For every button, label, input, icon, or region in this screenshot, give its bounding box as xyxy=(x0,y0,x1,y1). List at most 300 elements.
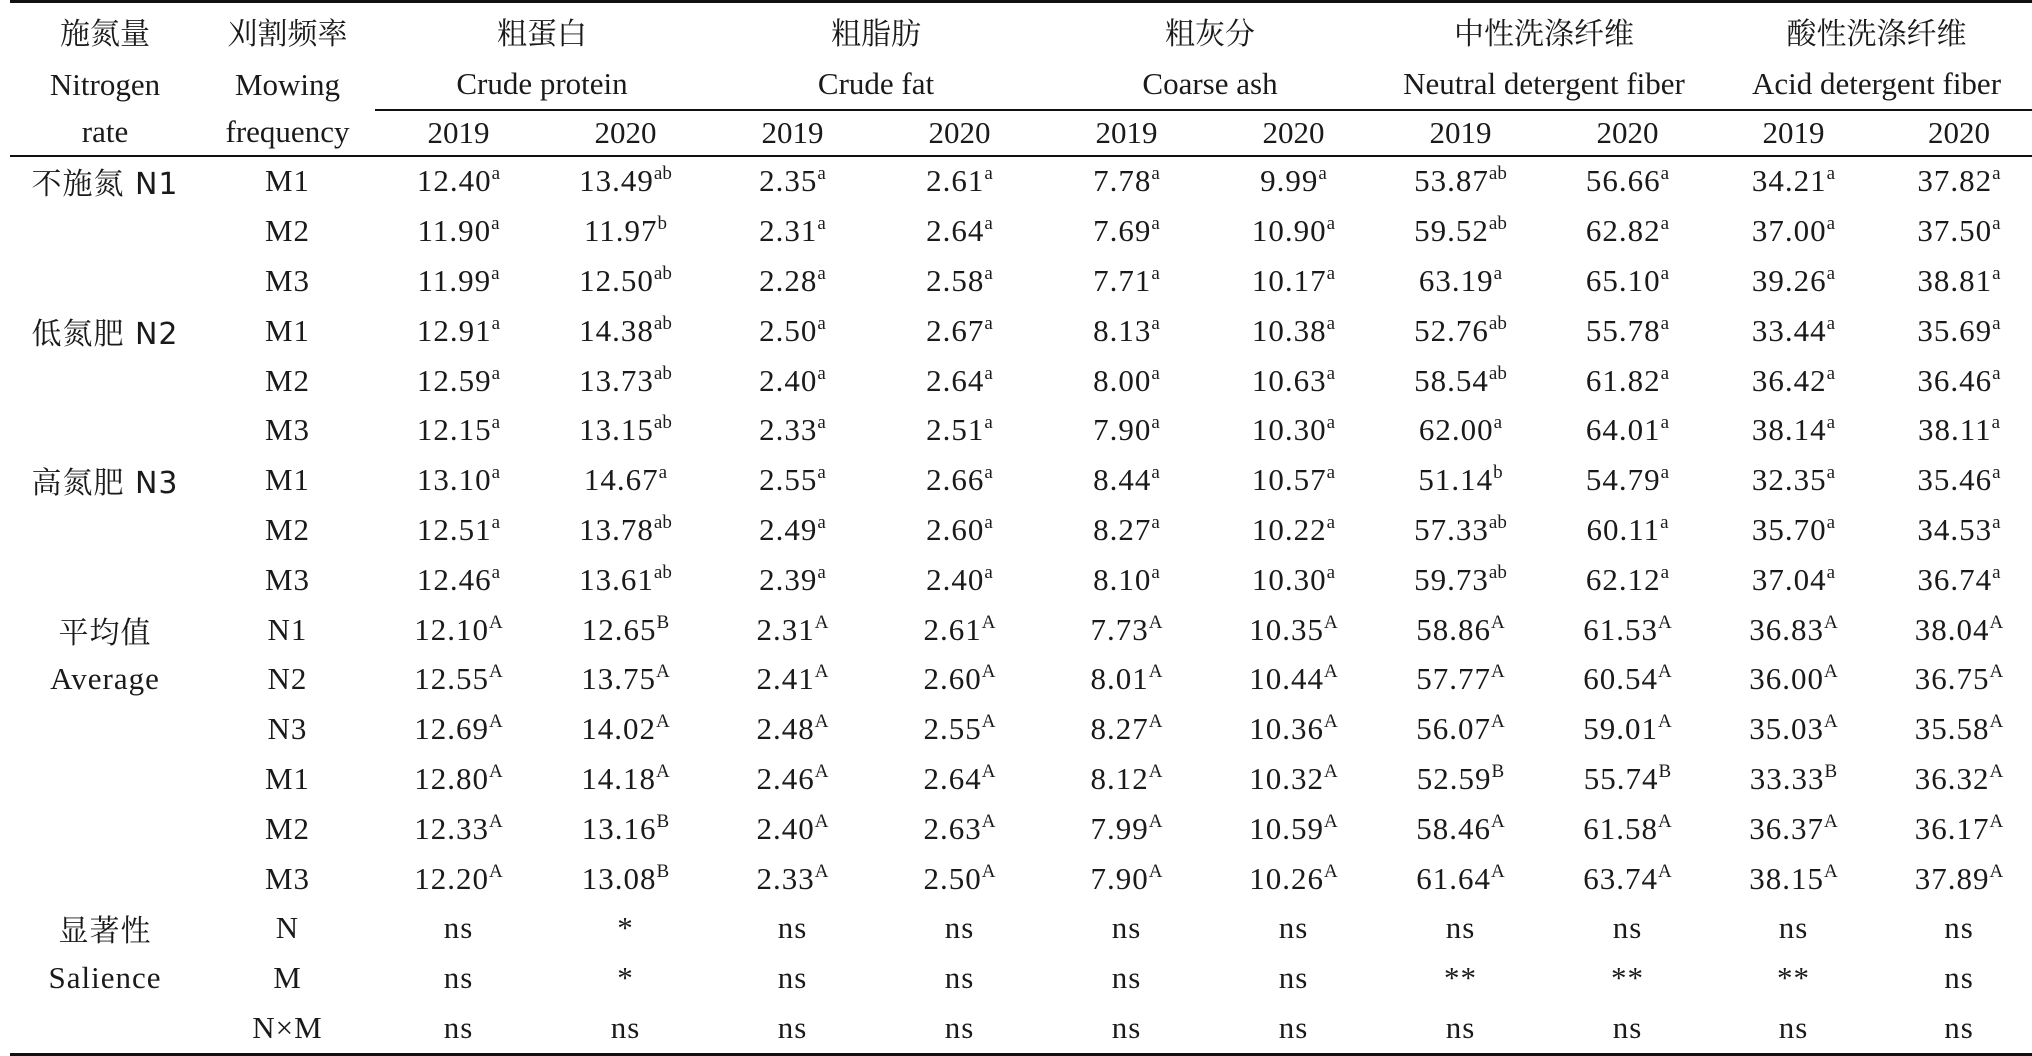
cell-value: 13.08 xyxy=(581,860,657,896)
cell-value: 2.33 xyxy=(756,860,815,896)
table-cell xyxy=(709,704,876,754)
table-cell xyxy=(1043,1003,1210,1054)
cell-value: 37.04 xyxy=(1751,561,1827,597)
significance-letter: a xyxy=(491,511,501,533)
cell-value: 2.40 xyxy=(759,362,818,398)
significance-letter: ab xyxy=(653,561,672,583)
significance-letter: a xyxy=(1151,412,1160,434)
cell-value: 2.61 xyxy=(926,163,985,199)
table-cell xyxy=(876,854,1043,904)
table-cell xyxy=(709,903,876,953)
table-cell xyxy=(709,854,876,904)
cell-value: 63.74 xyxy=(1583,860,1658,896)
cell-value: 10.36 xyxy=(1249,711,1324,747)
table-cell xyxy=(709,754,876,804)
cell-value: ns xyxy=(1778,910,1809,946)
significance-letter: a xyxy=(491,561,501,583)
table-cell xyxy=(1544,654,1711,704)
significance-letter: A xyxy=(1491,661,1505,683)
header-group-4-en: Acid detergent fiber xyxy=(1711,60,2032,110)
cell-value: ns xyxy=(1612,910,1643,946)
table-cell xyxy=(1711,256,1876,306)
table-cell xyxy=(1377,854,1544,904)
header-year: 2020 xyxy=(1544,110,1711,156)
table-cell xyxy=(1210,605,1377,655)
row-label xyxy=(10,854,200,904)
row-frequency: M1 xyxy=(264,760,311,796)
cell-value: ns xyxy=(944,1009,975,1045)
table-cell xyxy=(1377,555,1544,605)
table-cell xyxy=(1544,704,1711,754)
cell-value: 2.31 xyxy=(756,611,815,647)
cell-value: 13.73 xyxy=(579,362,654,398)
table-cell xyxy=(1544,206,1711,256)
cell-value: 10.90 xyxy=(1251,213,1327,249)
table-cell xyxy=(542,654,709,704)
significance-letter: a xyxy=(817,362,826,384)
significance-letter: a xyxy=(1660,213,1670,235)
table-cell xyxy=(542,306,709,356)
table-cell xyxy=(876,505,1043,555)
table-cell xyxy=(542,1003,709,1054)
cell-value: ** xyxy=(1444,960,1477,996)
header-group-2-en: Coarse ash xyxy=(1043,60,1377,110)
table-cell xyxy=(876,156,1043,207)
significance-letter: a xyxy=(1826,561,1836,583)
significance-letter: A xyxy=(981,860,996,882)
significance-letter: A xyxy=(1148,860,1163,882)
significance-letter: A xyxy=(1658,711,1672,733)
table-cell xyxy=(542,804,709,854)
cell-value: 2.67 xyxy=(926,312,985,348)
significance-letter: A xyxy=(1324,611,1338,633)
significance-letter: a xyxy=(1318,163,1327,185)
cell-value: 36.17 xyxy=(1914,810,1990,846)
cell-value: 36.75 xyxy=(1914,661,1990,697)
table-cell xyxy=(1711,455,1876,505)
significance-letter: a xyxy=(1151,262,1160,284)
table-cell xyxy=(375,953,542,1003)
cell-value: 35.03 xyxy=(1749,711,1824,747)
significance-letter: A xyxy=(656,760,670,782)
significance-letter: a xyxy=(817,213,826,235)
significance-letter: a xyxy=(1660,462,1670,484)
cell-value: 12.59 xyxy=(416,362,492,398)
cell-value: 38.11 xyxy=(1917,412,1992,448)
significance-letter: a xyxy=(1326,362,1336,384)
header-group-4-cn: 酸性洗涤纤维 xyxy=(1786,17,1967,53)
table-cell xyxy=(1210,754,1377,804)
row-frequency: M2 xyxy=(264,511,311,547)
significance-letter: a xyxy=(984,362,993,384)
cell-value: 2.28 xyxy=(759,262,818,298)
table-cell xyxy=(1711,654,1876,704)
header-group-3-cn: 中性洗涤纤维 xyxy=(1454,17,1634,53)
header-year: 2019 xyxy=(1711,110,1876,156)
significance-letter: a xyxy=(1992,312,2001,334)
significance-letter: A xyxy=(1148,611,1163,633)
table-cell xyxy=(1544,1003,1711,1054)
table-cell xyxy=(1876,505,2032,555)
significance-letter: ab xyxy=(1488,511,1507,533)
significance-letter: A xyxy=(814,860,829,882)
table-cell xyxy=(542,356,709,406)
table-cell xyxy=(542,256,709,306)
significance-letter: B xyxy=(1491,760,1505,782)
table-cell xyxy=(1377,306,1544,356)
significance-letter: a xyxy=(1992,362,2001,384)
table-cell xyxy=(375,605,542,655)
significance-letter: A xyxy=(656,711,670,733)
cell-value: 10.44 xyxy=(1249,661,1324,697)
table-cell xyxy=(1711,953,1876,1003)
significance-letter: a xyxy=(1992,511,2001,533)
cell-value: 36.00 xyxy=(1749,661,1824,697)
significance-letter: A xyxy=(1148,711,1163,733)
table-cell xyxy=(1711,1003,1876,1054)
table-cell xyxy=(1544,555,1711,605)
cell-value: 60.11 xyxy=(1586,511,1661,547)
cell-value: 2.31 xyxy=(759,213,818,249)
significance-letter: b xyxy=(657,213,668,235)
table-cell xyxy=(1377,455,1544,505)
table-cell xyxy=(1544,854,1711,904)
table-cell xyxy=(542,605,709,655)
cell-value: 34.53 xyxy=(1917,511,1993,547)
table-cell xyxy=(1210,356,1377,406)
cell-value: 36.37 xyxy=(1749,810,1824,846)
row-frequency: N2 xyxy=(267,661,308,697)
table-row xyxy=(10,754,2032,804)
cell-value: 59.52 xyxy=(1414,213,1489,249)
table-cell xyxy=(1711,156,1876,207)
significance-letter: a xyxy=(1151,312,1160,334)
table-cell xyxy=(1876,1003,2032,1054)
cell-value: 9.99 xyxy=(1260,163,1319,199)
significance-letter: a xyxy=(817,412,826,434)
cell-value: ns xyxy=(610,1009,641,1045)
cell-value: 10.38 xyxy=(1251,312,1327,348)
table-cell xyxy=(1876,903,2032,953)
significance-letter: A xyxy=(1989,760,2004,782)
row-frequency: M2 xyxy=(264,810,311,846)
table-cell xyxy=(1210,206,1377,256)
row-frequency: M2 xyxy=(264,362,311,398)
row-frequency: N xyxy=(275,910,300,946)
significance-letter: A xyxy=(1989,860,2004,882)
header-group-3-en: Neutral detergent fiber xyxy=(1377,60,1711,110)
table-cell xyxy=(876,356,1043,406)
header-group-2-cn: 粗灰分 xyxy=(1165,17,1255,53)
cell-value: ns xyxy=(1944,910,1974,946)
table-cell xyxy=(1544,754,1711,804)
table-cell xyxy=(876,555,1043,605)
cell-value: 2.64 xyxy=(926,362,985,398)
significance-letter: a xyxy=(1992,462,2001,484)
row-label: 平均值 xyxy=(58,615,152,651)
table-cell xyxy=(542,854,709,904)
table-cell xyxy=(876,306,1043,356)
cell-value: 2.60 xyxy=(923,661,982,697)
significance-letter: a xyxy=(817,511,826,533)
row-label xyxy=(10,754,200,804)
table-cell xyxy=(375,555,542,605)
cell-value: 2.63 xyxy=(923,810,982,846)
cell-value: 7.99 xyxy=(1090,810,1149,846)
table-cell xyxy=(1377,903,1544,953)
cell-value: 59.01 xyxy=(1583,711,1658,747)
table-cell xyxy=(709,405,876,455)
cell-value: 2.50 xyxy=(923,860,982,896)
cell-value: 58.46 xyxy=(1416,810,1491,846)
significance-letter: A xyxy=(489,860,503,882)
cell-value: 34.21 xyxy=(1751,163,1827,199)
table-cell xyxy=(375,256,542,306)
significance-letter: a xyxy=(1493,262,1503,284)
significance-letter: a xyxy=(817,561,826,583)
cell-value: 12.40 xyxy=(416,163,492,199)
table-row xyxy=(10,356,2032,406)
cell-value: ns xyxy=(443,1009,474,1045)
significance-letter: a xyxy=(491,163,501,185)
significance-letter: a xyxy=(1326,561,1336,583)
cell-value: 10.30 xyxy=(1251,561,1327,597)
significance-letter: ab xyxy=(653,312,672,334)
row-label: 不施氮 N1 xyxy=(31,167,179,203)
cell-value: ns xyxy=(1445,1009,1476,1045)
significance-letter: A xyxy=(1148,760,1163,782)
table-cell xyxy=(1043,405,1210,455)
table-cell xyxy=(1377,804,1544,854)
significance-letter: a xyxy=(1493,412,1503,434)
cell-value: 61.64 xyxy=(1416,860,1491,896)
cell-value: 2.49 xyxy=(759,511,818,547)
table-cell xyxy=(1711,405,1876,455)
significance-letter: ab xyxy=(1488,312,1507,334)
cell-value: 51.14 xyxy=(1418,462,1494,498)
significance-letter: A xyxy=(1989,611,2004,633)
cell-value: 8.12 xyxy=(1090,760,1149,796)
significance-letter: a xyxy=(1660,262,1670,284)
table-cell xyxy=(1711,903,1876,953)
table-cell xyxy=(1043,206,1210,256)
table-cell xyxy=(375,804,542,854)
cell-value: 12.65 xyxy=(581,611,657,647)
table-row xyxy=(10,1003,2032,1054)
cell-value: 2.66 xyxy=(926,462,985,498)
cell-value: 38.15 xyxy=(1749,860,1824,896)
table-cell xyxy=(1711,605,1876,655)
cell-value: 12.69 xyxy=(414,711,489,747)
cell-value: 36.83 xyxy=(1749,611,1824,647)
cell-value: 2.51 xyxy=(926,412,985,448)
cell-value: 57.77 xyxy=(1416,661,1491,697)
significance-letter: a xyxy=(984,262,993,284)
row-label xyxy=(10,804,200,854)
table-cell xyxy=(542,555,709,605)
table-cell xyxy=(1043,654,1210,704)
significance-letter: a xyxy=(1826,412,1836,434)
cell-value: 2.64 xyxy=(923,760,982,796)
cell-value: 10.17 xyxy=(1251,262,1327,298)
table-cell xyxy=(1210,1003,1377,1054)
table-cell xyxy=(1043,704,1210,754)
table-cell xyxy=(1711,505,1876,555)
cell-value: 12.20 xyxy=(414,860,489,896)
cell-value: 57.33 xyxy=(1414,511,1489,547)
cell-value: 52.76 xyxy=(1414,312,1489,348)
table-cell xyxy=(1043,854,1210,904)
row-frequency: M1 xyxy=(264,462,311,498)
significance-letter: A xyxy=(981,711,996,733)
table-cell xyxy=(542,903,709,953)
cell-value: 38.04 xyxy=(1914,611,1990,647)
row-label xyxy=(10,704,200,754)
table-cell xyxy=(1043,455,1210,505)
cell-value: 13.10 xyxy=(416,462,492,498)
cell-value: 38.14 xyxy=(1751,412,1827,448)
table-cell xyxy=(709,306,876,356)
row-label xyxy=(10,405,200,455)
significance-letter: A xyxy=(489,760,503,782)
significance-letter: A xyxy=(656,661,670,683)
cell-value: ns xyxy=(1278,960,1309,996)
table-cell xyxy=(1377,704,1544,754)
row-frequency: M3 xyxy=(264,561,311,597)
table-cell xyxy=(1876,754,2032,804)
cell-value: * xyxy=(617,910,634,946)
table-cell xyxy=(375,1003,542,1054)
table-cell xyxy=(1210,903,1377,953)
header-group-1-en: Crude fat xyxy=(709,60,1043,110)
significance-letter: A xyxy=(1658,661,1672,683)
table-cell xyxy=(375,306,542,356)
table-cell xyxy=(1377,206,1544,256)
cell-value: 12.50 xyxy=(579,262,654,298)
cell-value: 14.18 xyxy=(581,760,656,796)
cell-value: 2.40 xyxy=(926,561,985,597)
cell-value: 2.55 xyxy=(759,462,818,498)
row-label: 显著性 xyxy=(58,914,152,950)
table-cell xyxy=(876,206,1043,256)
significance-letter: A xyxy=(981,661,996,683)
cell-value: 7.78 xyxy=(1093,163,1152,199)
header-year: 2019 xyxy=(709,110,876,156)
cell-value: ns xyxy=(443,960,474,996)
significance-letter: a xyxy=(984,511,993,533)
cell-value: ns xyxy=(1944,1009,1974,1045)
table-cell xyxy=(1043,804,1210,854)
significance-letter: A xyxy=(1658,810,1672,832)
significance-letter: a xyxy=(1826,163,1836,185)
table-cell xyxy=(1210,953,1377,1003)
significance-letter: ab xyxy=(653,163,672,185)
table-cell xyxy=(709,654,876,704)
significance-letter: a xyxy=(1151,213,1160,235)
significance-letter: ab xyxy=(653,362,672,384)
table-row xyxy=(10,854,2032,904)
significance-letter: ab xyxy=(1488,362,1507,384)
table-cell xyxy=(1210,455,1377,505)
table-cell xyxy=(1544,306,1711,356)
significance-letter: B xyxy=(656,611,670,633)
row-label xyxy=(10,356,200,406)
cell-value: 8.27 xyxy=(1093,511,1152,547)
significance-letter: B xyxy=(656,810,670,832)
cell-value: 14.02 xyxy=(581,711,656,747)
table-cell xyxy=(1043,953,1210,1003)
table-cell xyxy=(1210,256,1377,306)
cell-value: ** xyxy=(1777,960,1810,996)
cell-value: 58.86 xyxy=(1416,611,1491,647)
row-frequency: M xyxy=(273,960,302,996)
header-nitrogen-en2: rate xyxy=(10,110,200,156)
table-cell xyxy=(709,953,876,1003)
significance-letter: A xyxy=(489,661,503,683)
cell-value: 13.61 xyxy=(579,561,654,597)
header-year: 2019 xyxy=(1377,110,1544,156)
header-nitrogen-cn: 施氮量 xyxy=(60,17,150,53)
table-cell xyxy=(1876,356,2032,406)
table-row xyxy=(10,804,2032,854)
table-cell xyxy=(1876,455,2032,505)
significance-letter: A xyxy=(814,611,829,633)
cell-value: 2.41 xyxy=(756,661,815,697)
significance-letter: A xyxy=(1491,711,1505,733)
table-cell xyxy=(709,505,876,555)
cell-value: * xyxy=(617,960,634,996)
header-year: 2019 xyxy=(375,110,542,156)
significance-letter: a xyxy=(491,213,500,235)
significance-letter: a xyxy=(984,462,993,484)
significance-letter: B xyxy=(1658,760,1672,782)
cell-value: 36.74 xyxy=(1917,561,1993,597)
significance-letter: A xyxy=(1491,860,1505,882)
table-cell xyxy=(1544,405,1711,455)
table-cell xyxy=(876,256,1043,306)
significance-letter: B xyxy=(656,860,670,882)
cell-value: 10.26 xyxy=(1249,860,1324,896)
significance-letter: A xyxy=(1491,611,1505,633)
table-cell xyxy=(709,356,876,406)
cell-value: 13.16 xyxy=(581,810,657,846)
table-cell xyxy=(1711,356,1876,406)
table-row xyxy=(10,306,2032,356)
cell-value: 10.32 xyxy=(1249,760,1324,796)
row-label xyxy=(10,555,200,605)
table-cell xyxy=(1544,156,1711,207)
cell-value: 12.46 xyxy=(416,561,492,597)
table-cell xyxy=(1544,256,1711,306)
cell-value: 14.38 xyxy=(579,312,654,348)
significance-letter: a xyxy=(1992,561,2001,583)
row-frequency: N×M xyxy=(200,1003,375,1054)
cell-value: ns xyxy=(1278,910,1309,946)
cell-value: 64.01 xyxy=(1585,412,1661,448)
table-cell xyxy=(1876,854,2032,904)
table-cell xyxy=(1544,605,1711,655)
cell-value: 35.70 xyxy=(1751,511,1827,547)
cell-value: 13.49 xyxy=(579,163,654,199)
cell-value: 2.35 xyxy=(759,163,818,199)
cell-value: 35.69 xyxy=(1917,312,1993,348)
cell-value: ns xyxy=(443,910,474,946)
significance-letter: a xyxy=(1660,312,1670,334)
significance-letter: a xyxy=(817,262,826,284)
cell-value: 35.46 xyxy=(1917,462,1993,498)
table-cell xyxy=(1043,306,1210,356)
significance-letter: a xyxy=(1826,262,1836,284)
